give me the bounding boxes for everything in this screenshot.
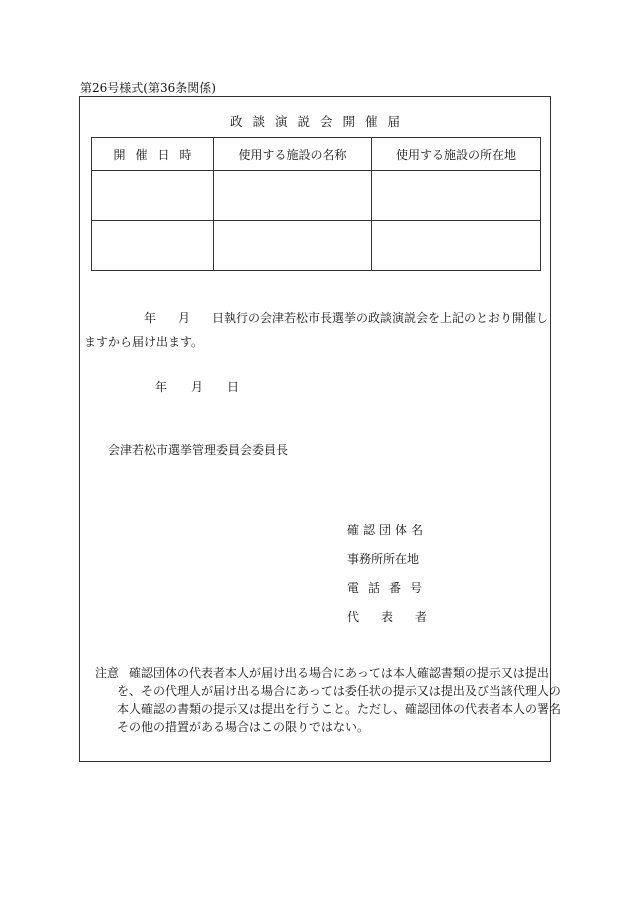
header-facility-location: 使用する施設の所在地: [372, 138, 541, 171]
form-title: 政談演説会開催届: [229, 114, 410, 129]
note-line-1: [95, 664, 550, 682]
signature-block: [347, 523, 449, 639]
statement-line-1: [84, 306, 549, 330]
note-line-3: 本人確認の書類の提示又は提出を行うこと。ただし、確認団体の代表者本人の署名: [117, 702, 562, 716]
note-line-2: を、その代理人が届け出る場合にあっては委任状の提示又は提出及び当該代理人の: [117, 684, 561, 698]
table-header-row: [92, 138, 541, 171]
signature-representative: 代表者: [347, 610, 450, 624]
signature-office-address: 事務所所在地: [347, 552, 420, 566]
signature-phone: 電話番号: [347, 581, 432, 595]
notification-statement: [84, 306, 549, 354]
note-line-4: その他の措置がある場合はこの限りではない。: [117, 720, 370, 734]
signature-organization: 確認団体名: [347, 523, 428, 537]
header-datetime: 開催日時: [92, 138, 214, 171]
note-text-1: 確認団体の代表者本人が届け出る場合にあっては本人確認書類の提示又は提出: [129, 666, 549, 680]
statement-line-2: ますから届け出ます。: [84, 335, 204, 349]
note-label: 注意: [95, 666, 120, 680]
cell-datetime[interactable]: [92, 221, 214, 271]
form-number: 第26号様式(第36条関係): [80, 81, 216, 95]
cell-facility-name[interactable]: [214, 171, 372, 221]
statement-month: 月: [178, 311, 191, 325]
caution-note: [95, 664, 562, 736]
cell-datetime[interactable]: [92, 171, 214, 221]
cell-facility-location[interactable]: [372, 171, 541, 221]
statement-text-1: 日執行の会津若松市長選挙の政談演説会を上記のとおり開催し: [212, 311, 549, 325]
table-row: [92, 171, 541, 221]
header-facility-name: 使用する施設の名称: [214, 138, 372, 171]
date-year: 年: [155, 380, 168, 394]
submission-date: [155, 378, 239, 395]
statement-year: 年: [144, 311, 157, 325]
facility-table: [91, 137, 541, 271]
addressee: 会津若松市選挙管理委員会委員長: [108, 443, 289, 457]
table-row: [92, 221, 541, 271]
cell-facility-location[interactable]: [372, 221, 541, 271]
date-month: 月: [191, 380, 204, 394]
date-day: 日: [227, 380, 240, 394]
cell-facility-name[interactable]: [214, 221, 372, 271]
